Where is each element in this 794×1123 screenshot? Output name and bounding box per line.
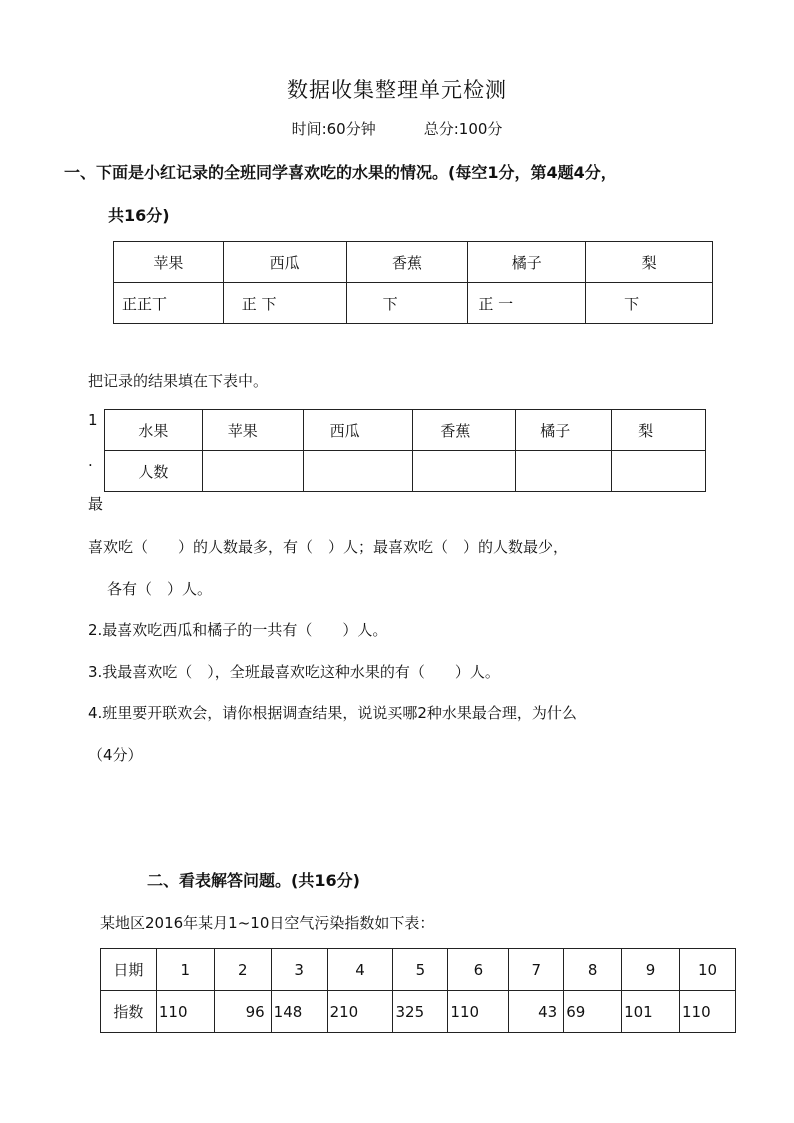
index-cell: 110 (680, 991, 736, 1033)
tally-header-cell: 梨 (586, 242, 713, 283)
tally-header-cell: 苹果 (114, 242, 224, 283)
pollution-table (100, 948, 736, 1033)
question1-line0: 最 (88, 495, 104, 513)
index-cell: 210 (327, 991, 393, 1033)
fill-header-cell: 香蕉 (413, 410, 516, 451)
fill-header-cell: 西瓜 (303, 410, 413, 451)
section2-heading: 二、看表解答问题。(共16分) (147, 871, 360, 890)
tally-mark: 下 (586, 283, 713, 324)
question3: 3.我最喜欢吃（ ），全班最喜欢吃这种水果的有（ ）人。 (88, 663, 500, 681)
date-row-label: 日期 (101, 949, 157, 991)
index-cell: 110 (448, 991, 509, 1033)
tally-header-cell: 西瓜 (223, 242, 346, 283)
fill-answer-cell[interactable] (413, 451, 516, 492)
total-score: 总分:100分 (423, 120, 503, 138)
index-cell: 325 (393, 991, 448, 1033)
date-row (101, 949, 736, 991)
index-cell: 101 (622, 991, 680, 1033)
tally-header-row (114, 242, 713, 283)
index-row (101, 991, 736, 1033)
section1-heading-line1: 一、下面是小红记录的全班同学喜欢吃的水果的情况。(每空1分，第4题4分， (64, 163, 617, 182)
question1-dot: . (88, 452, 93, 470)
fill-answer-cell[interactable] (303, 451, 413, 492)
fill-answer-cell[interactable] (202, 451, 303, 492)
date-cell: 7 (509, 949, 564, 991)
index-cell: 110 (156, 991, 214, 1033)
question2: 2.最喜欢吃西瓜和橘子的一共有（ ）人。 (88, 621, 388, 639)
tally-table (113, 241, 713, 324)
fill-table (104, 409, 706, 492)
date-cell: 3 (271, 949, 327, 991)
question1-line2: 各有（ ）人。 (107, 580, 213, 598)
index-row-label: 指数 (101, 991, 157, 1033)
time-limit: 时间:60分钟 (291, 120, 376, 138)
index-cell: 96 (214, 991, 271, 1033)
tally-mark: 正 一 (468, 283, 586, 324)
date-cell: 8 (564, 949, 622, 991)
fill-answer-cell[interactable] (516, 451, 612, 492)
date-cell: 4 (327, 949, 393, 991)
fill-count-row (105, 451, 706, 492)
fill-header-row (105, 410, 706, 451)
page-title: 数据收集整理单元检测 (287, 78, 507, 102)
date-cell: 5 (393, 949, 448, 991)
question1-number: 1 (88, 411, 98, 429)
instruction-text: 把记录的结果填在下表中。 (88, 372, 269, 390)
question4-line2: （4分） (88, 746, 143, 764)
question4-line1: 4.班里要开联欢会，请你根据调查结果，说说买哪2种水果最合理，为什么 (88, 704, 577, 722)
date-cell: 1 (156, 949, 214, 991)
date-cell: 6 (448, 949, 509, 991)
tally-header-cell: 橘子 (468, 242, 586, 283)
tally-header-cell: 香蕉 (346, 242, 468, 283)
fill-header-cell: 橘子 (516, 410, 612, 451)
tally-mark: 正正丅 (114, 283, 224, 324)
tally-marks-row (114, 283, 713, 324)
tally-mark: 下 (346, 283, 468, 324)
fill-row-label: 人数 (105, 451, 203, 492)
section2-intro: 某地区2016年某月1~10日空气污染指数如下表： (100, 914, 435, 932)
exam-info (0, 118, 794, 139)
fill-header-cell: 梨 (612, 410, 706, 451)
section1-heading-line2: 共16分) (108, 206, 170, 225)
index-cell: 43 (509, 991, 564, 1033)
index-cell: 69 (564, 991, 622, 1033)
date-cell: 10 (680, 949, 736, 991)
fill-answer-cell[interactable] (612, 451, 706, 492)
date-cell: 2 (214, 949, 271, 991)
index-cell: 148 (271, 991, 327, 1033)
fill-row-label: 水果 (105, 410, 203, 451)
date-cell: 9 (622, 949, 680, 991)
fill-header-cell: 苹果 (202, 410, 303, 451)
tally-mark: 正 下 (223, 283, 346, 324)
question1-line1: 喜欢吃（ ）的人数最多，有（ ）人；最喜欢吃（ ）的人数最少， (88, 538, 569, 556)
